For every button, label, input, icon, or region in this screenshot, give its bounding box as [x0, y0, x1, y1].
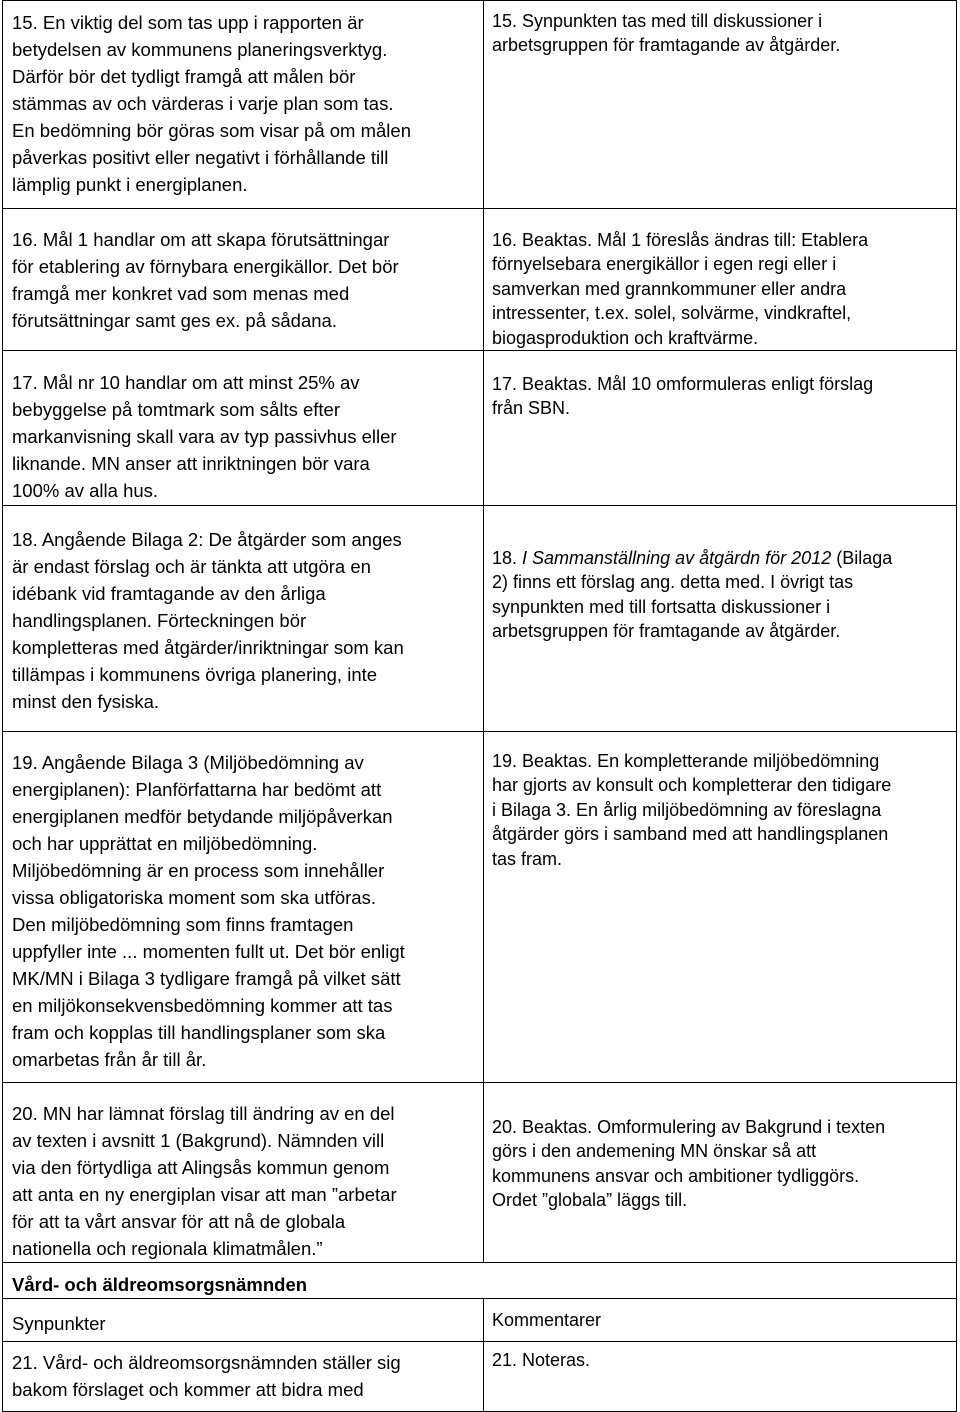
kommentar-18-prefix: 18.: [492, 548, 523, 569]
column-header-synpunkter: Synpunkter: [12, 1313, 106, 1335]
kommentar-21: 21. Noteras.: [492, 1350, 591, 1371]
synpunkt-cell: [3, 732, 484, 1083]
kommentar-15: 15. Synpunkten tas med till diskussioner i arbetsgruppen för framtagande av åtgärder.: [492, 11, 841, 56]
kommentar-18-reference: I Sammanställning av åtgärdn för 2012: [522, 548, 832, 569]
synpunkt-18: 18. Angående Bilaga 2: De åtgärder som anges är endast förslag och är tänkta att utgöra en idébank vid framtagande av den årliga handlingsplanen. Förteckningen bör kompletteras med åtgärder/inriktningar som kan tillämpas i kommunens övriga planering, inte minst den fysiska.: [12, 529, 404, 713]
kommentar-cell: [484, 1342, 957, 1412]
kommentar-18-rest: (Bilaga 2) finns ett förslag ang. detta med. I övrigt tas synpunkten med till fortsatta diskussioner i arbetsgruppen för framtagande av åtgärder.: [492, 548, 893, 642]
kommentar-19: 19. Beaktas. En kompletterande miljöbedömning har gjorts av konsult och kompletterar den tidigare i Bilaga 3. En årlig miljöbedömning av föreslagna åtgärder görs i samband med att handlingsplanen tas fram.: [492, 751, 892, 869]
kommentar-20: 20. Beaktas. Omformulering av Bakgrund i texten görs i den andemening MN önskar så att kommunens ansvar och ambitioner tydliggörs. Ordet ”globala” läggs till.: [492, 1117, 886, 1211]
column-header-cell: [3, 1299, 484, 1342]
synpunkt-17: 17. Mål nr 10 handlar om att minst 25% av bebyggelse på tomtmark som sålts efter markanvisning skall vara av typ passivhus eller liknande. MN anser att inriktningen bör vara 100% av alla hus.: [12, 372, 397, 502]
column-header-kommentarer: Kommentarer: [492, 1310, 602, 1331]
table-row: [3, 1083, 957, 1263]
synpunkt-20: 20. MN har lämnat förslag till ändring av en del av texten i avsnitt 1 (Bakgrund). Nämnden vill via den förtydliga att Alingsås kommun genom att anta en ny energiplan visar att man ”arbetar för att ta vårt ansvar för att nå de globala nationella och regionala klimatmålen.”: [12, 1103, 397, 1260]
kommentar-cell: [484, 1, 957, 209]
kommentar-cell: [484, 506, 957, 732]
column-header-row: [3, 1299, 957, 1342]
synpunkt-cell: [3, 351, 484, 506]
table-row: [3, 506, 957, 732]
synpunkt-cell: [3, 1342, 484, 1412]
synpunkt-16: 16. Mål 1 handlar om att skapa förutsättningar för etablering av förnybara energikällor. Det bör framgå mer konkret vad som menas med förutsättningar samt ges ex. på sådana.: [12, 229, 399, 331]
table-row: [3, 1342, 957, 1412]
kommentar-18: [492, 546, 950, 644]
kommentar-17: 17. Beaktas. Mål 10 omformuleras enligt förslag från SBN.: [492, 374, 874, 419]
synpunkt-cell: [3, 1083, 484, 1263]
kommentar-cell: [484, 209, 957, 351]
comments-table: [2, 0, 957, 1412]
synpunkt-cell: [3, 506, 484, 732]
kommentar-cell: [484, 732, 957, 1083]
synpunkt-cell: [3, 209, 484, 351]
section-heading-cell: [3, 1263, 957, 1299]
table-row: [3, 351, 957, 506]
synpunkt-15: 15. En viktig del som tas upp i rapporten är betydelsen av kommunens planeringsverktyg. Därför bör det tydligt framgå att målen bör stämmas av och värderas i varje plan som tas. En bedömning bör göras som visar på om målen påverkas positivt eller negativt i förhållande till lämplig punkt i energiplanen.: [12, 12, 411, 195]
table-row: [3, 209, 957, 351]
table-row: [3, 732, 957, 1083]
section-heading: Vård- och äldreomsorgsnämnden: [12, 1274, 308, 1296]
synpunkt-21: 21. Vård- och äldreomsorgsnämnden ställer sig bakom förslaget och kommer att bidra med: [12, 1352, 401, 1401]
kommentar-16: 16. Beaktas. Mål 1 föreslås ändras till: Etablera förnyelsebara energikällor i egen regi eller i samverkan med grannkommuner eller andra intressenter, t.ex. solel, solvärme, vindkraftel, biogasproduktion och kraftvärme.: [492, 230, 869, 348]
kommentar-cell: [484, 351, 957, 506]
kommentar-cell: [484, 1083, 957, 1263]
column-header-cell: [484, 1299, 957, 1342]
table-row: [3, 1, 957, 209]
synpunkt-19: 19. Angående Bilaga 3 (Miljöbedömning av energiplanen): Planförfattarna har bedömt att energiplanen medför betydande miljöpåverkan och har upprättat en miljöbedömning. Miljöbedömning är en process som innehåller vissa obligatoriska moment som ska utföras. Den miljöbedömning som finns framtagen uppfyller inte ... momenten fullt ut. Det bör enligt MK/MN i Bilaga 3 tydligare framgå på vilket sätt en miljökonsekvensbedömning kommer att tas fram och kopplas till handlingsplaner som ska omarbetas från år till år.: [12, 752, 405, 1071]
section-heading-row: [3, 1263, 957, 1299]
synpunkt-cell: [3, 1, 484, 209]
